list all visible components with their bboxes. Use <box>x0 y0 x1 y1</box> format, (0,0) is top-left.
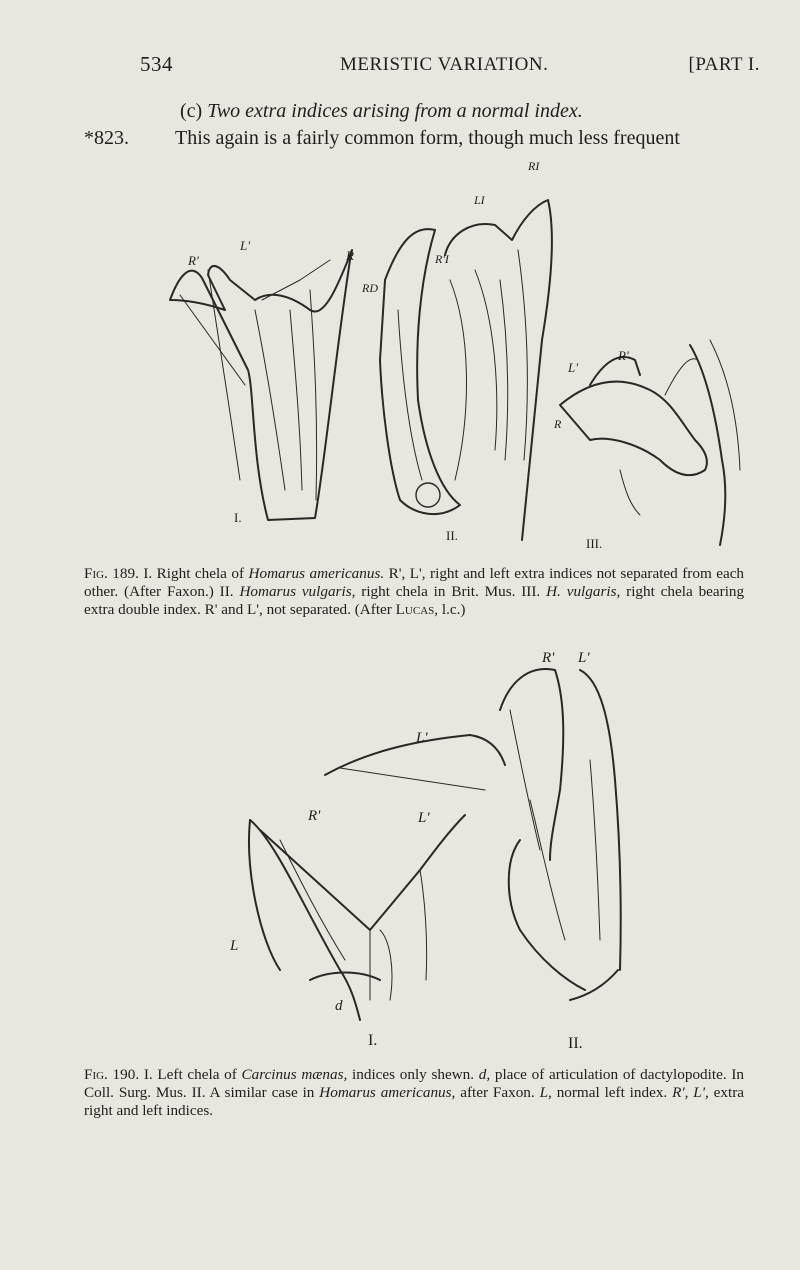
fig189-caption-text: R', L', right and left extra indices not separated from each other. (After <box>84 565 745 600</box>
fig189-caption-text: right chela bearing extra double index. R' and L', not separated. (After <box>84 583 745 618</box>
fig189-caption-text: I. Right chela of <box>143 565 245 582</box>
fig189-label-R-III: R <box>554 417 562 431</box>
running-header <box>140 52 760 82</box>
page-number: 534 <box>140 52 173 76</box>
fig189-caption <box>84 565 744 619</box>
fig189-roman-III: III. <box>586 536 603 551</box>
fig190-caption-symbol: d, <box>478 1066 491 1083</box>
fig190-label-L: L <box>230 938 239 954</box>
species-name: Homarus americanus, <box>319 1084 456 1101</box>
subsection-label: (c) <box>180 100 203 122</box>
fig190-number: Fig. 190. <box>84 1066 140 1083</box>
author-name: Faxon <box>166 583 205 600</box>
fig190-caption-text: place of articulation of dactylopodite. In Coll. Surg. Mus. II. A similar case in <box>84 1066 744 1101</box>
fig189-caption-text: .) II. <box>204 583 234 600</box>
fig190-roman-II: II. <box>568 1035 583 1052</box>
species-name: Homarus americanus. <box>248 565 385 582</box>
fig189-label-R: R <box>346 248 354 263</box>
fig189-caption-text: right chela in Brit. Mus. III. <box>361 583 541 600</box>
subsection-heading <box>180 100 583 123</box>
fig189-label-LI: LI <box>474 193 485 207</box>
fig190-caption-text: indices only shewn. <box>352 1066 475 1083</box>
part-label: [PART I. <box>688 54 760 75</box>
figure-190 <box>220 640 700 1060</box>
fig189-label-RD: RD <box>362 281 378 295</box>
species-name: Carcinus mænas, <box>241 1066 348 1083</box>
fig189-label-Lp-III: L' <box>568 360 579 375</box>
fig189-roman-II: II. <box>446 528 458 543</box>
fig189-label-Rp: R' <box>188 253 199 268</box>
fig189-caption-text: , l.c.) <box>434 601 466 618</box>
fig190-caption-symbol: R', L', <box>672 1084 709 1101</box>
paragraph-text: This again is a fairly common form, though much less frequent <box>175 127 680 149</box>
species-name: Homarus vulgaris, <box>239 583 356 600</box>
fig189-label-R1: R'I <box>435 252 449 266</box>
fig190-chela-II <box>325 669 621 1000</box>
subsection-title: Two extra indices arising from a normal index. <box>207 100 583 122</box>
fig189-chela-III <box>560 340 740 545</box>
fig190-caption-symbol: L, <box>539 1084 552 1101</box>
fig189-roman-I: I. <box>234 510 242 525</box>
figure-189 <box>150 160 750 560</box>
fig189-chela-I <box>170 250 352 520</box>
fig190-roman-I: I. <box>368 1032 378 1049</box>
fig190-caption <box>84 1066 744 1120</box>
fig190-label-Rp-I: R' <box>308 808 321 824</box>
fig190-label-Lp-II-top: L' <box>578 650 590 666</box>
paragraph-number: *823. <box>84 127 129 149</box>
fig190-caption-text: I. Left chela of <box>143 1066 237 1083</box>
fig190-caption-text: after Faxon. <box>460 1084 535 1101</box>
running-title: MERISTIC VARIATION. <box>340 54 549 75</box>
fig190-chela-I <box>249 815 465 1020</box>
fig190-caption-text: normal left index. <box>556 1084 668 1101</box>
fig190-label-Rp-II: R' <box>542 650 555 666</box>
fig189-chela-II <box>380 200 552 540</box>
fig190-label-Lp-II: L' <box>416 730 428 746</box>
fig190-caption-text: extra right and left indices. <box>84 1084 745 1119</box>
author-name: Lucas <box>395 601 435 618</box>
fig189-label-RI: RI <box>528 160 540 173</box>
fig189-label-Lp: L' <box>240 238 251 253</box>
fig189-label-Rp-III: R' <box>618 348 629 363</box>
fig189-number: Fig. 189. <box>84 565 139 582</box>
species-name: H. vulgaris, <box>546 583 621 600</box>
fig190-label-Lp-I: L' <box>418 810 430 826</box>
fig190-label-d: d <box>335 998 343 1014</box>
